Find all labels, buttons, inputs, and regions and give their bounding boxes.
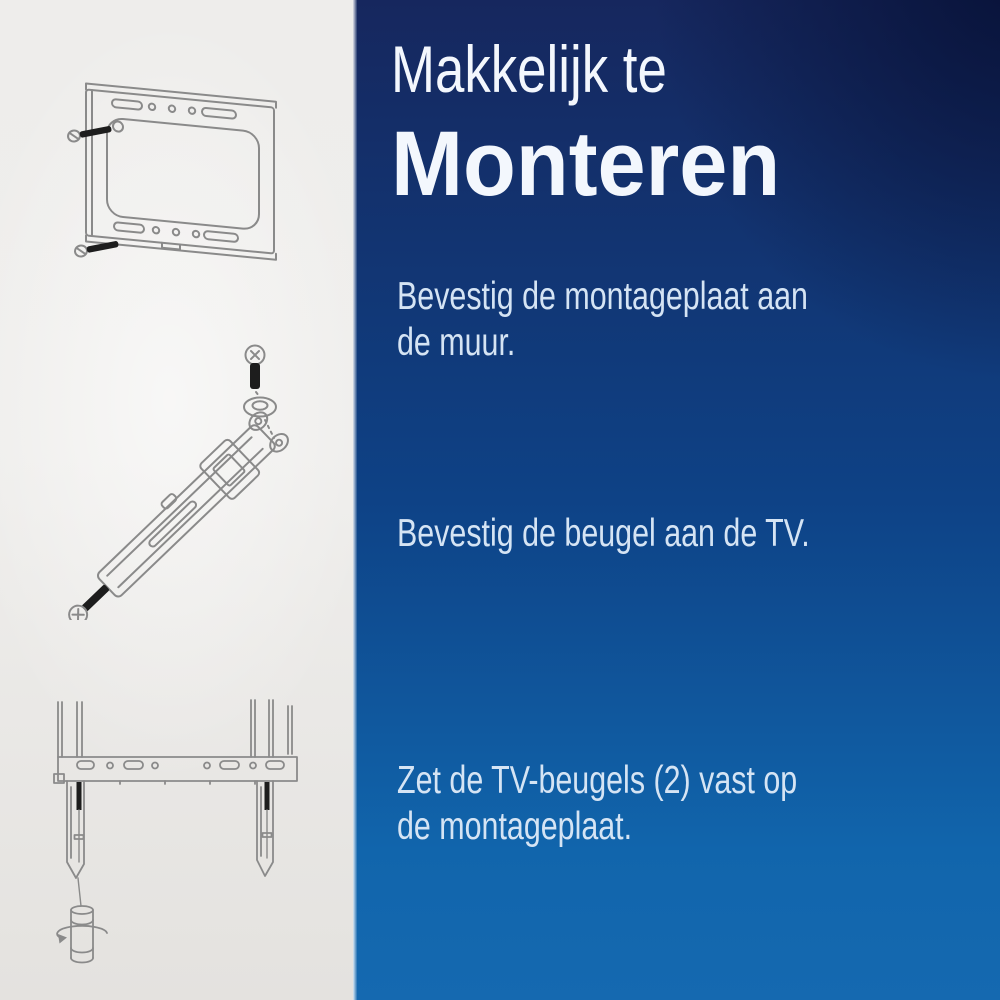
right-rail bbox=[251, 700, 292, 757]
page-title bbox=[391, 32, 1000, 215]
left-hook-bracket bbox=[67, 781, 84, 878]
step-line: Zet de TV-beugels (2) vast op bbox=[397, 759, 798, 802]
step-text-attach-bracket bbox=[397, 511, 810, 557]
locking-knob-icon bbox=[71, 906, 93, 963]
wall-screw-icon bbox=[67, 123, 112, 142]
left-rail bbox=[58, 702, 82, 757]
tv-bracket-illustration bbox=[65, 335, 300, 620]
bracket-screw-shaft bbox=[81, 584, 110, 612]
instruction-panel bbox=[353, 0, 1000, 1000]
illustration-panel bbox=[0, 0, 353, 1000]
step-line: Bevestig de montageplaat aan bbox=[397, 275, 808, 318]
right-hook-bracket bbox=[257, 781, 273, 876]
washer-icon bbox=[244, 398, 276, 417]
bolt-icon bbox=[246, 346, 265, 390]
wall-screw-icon bbox=[74, 238, 119, 257]
title-line-1: Makkelijk te bbox=[391, 32, 667, 106]
step-text-mount-plate bbox=[397, 274, 808, 366]
rotate-arrow-icon bbox=[57, 926, 107, 944]
step-line: de montageplaat. bbox=[397, 805, 633, 848]
assembly-lock-illustration bbox=[45, 692, 310, 992]
step-text-fasten-brackets bbox=[397, 758, 797, 850]
title-line-2: Monteren bbox=[391, 113, 781, 215]
step-line: de muur. bbox=[397, 321, 516, 364]
mount-plate bbox=[86, 83, 276, 259]
mount-plate-bar bbox=[58, 757, 297, 784]
bracket-arm bbox=[65, 408, 293, 620]
step-line: Bevestig de beugel aan de TV. bbox=[397, 512, 810, 555]
wall-plate-illustration bbox=[50, 70, 310, 270]
alignment-dash bbox=[256, 392, 259, 396]
